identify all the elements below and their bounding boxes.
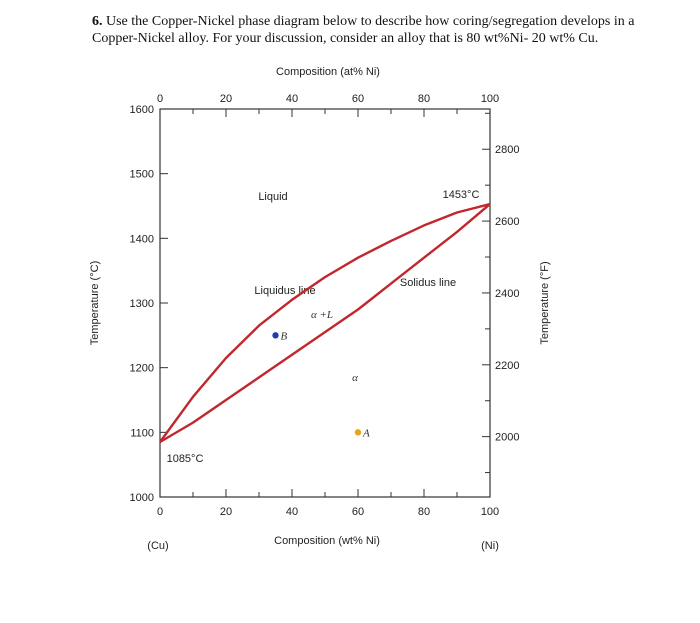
question-number: 6. [92, 14, 103, 29]
alpha-region-label: α [352, 372, 358, 384]
y2-axis-label: Temperature (°F) [539, 261, 551, 345]
x-top-tick-label: 40 [285, 93, 299, 105]
y-tick-label: 1200 [129, 362, 154, 375]
y2-tick-label: 2600 [495, 216, 520, 229]
y-tick-label: 1100 [130, 427, 154, 440]
liquidus-line-label: Liquidus line [254, 285, 316, 297]
point-a-label: A [363, 427, 370, 440]
two-phase-region-label: α +L [310, 309, 334, 321]
y-tick-label: 1600 [129, 104, 154, 116]
y-tick-label: 1000 [129, 492, 154, 504]
y2-tick-label: 2000 [495, 431, 520, 444]
solidus-line-label: Solidus line [399, 277, 457, 289]
x-top-tick-label: 20 [219, 93, 233, 105]
solidus-line [160, 204, 490, 442]
y2-tick-label: 2200 [495, 359, 520, 372]
y-tick-label: 1500 [129, 168, 154, 181]
ni-end-label: (Ni) [481, 540, 499, 552]
x-tick-label: 100 [480, 506, 500, 518]
cu-melting-label: 1085°C [166, 453, 204, 465]
point-b-label: B [280, 330, 288, 343]
x-tick-label: 40 [285, 506, 299, 518]
cu-end-label: (Cu) [147, 540, 169, 552]
point-b-marker [272, 332, 278, 338]
y-axis-label: Temperature (°C) [89, 260, 101, 346]
x-axis-label: Composition (wt% Ni) [274, 535, 380, 547]
y2-tick-label: 2400 [495, 287, 520, 300]
x-tick-label: 0 [156, 506, 164, 518]
x-top-tick-label: 60 [351, 93, 365, 105]
x-top-tick-label: 100 [480, 93, 500, 105]
x-tick-label: 60 [351, 506, 365, 518]
liquid-region-label: Liquid [258, 191, 288, 203]
y2-tick-label: 2800 [495, 144, 520, 157]
x-top-tick-label: 0 [156, 93, 164, 105]
liquidus-line [160, 204, 490, 442]
x-top-tick-label: 80 [417, 93, 431, 105]
point-a-marker [355, 429, 361, 435]
y-tick-label: 1300 [129, 298, 154, 310]
ni-melting-label: 1453°C [442, 189, 480, 201]
x-tick-label: 20 [219, 506, 233, 518]
question-body: Use the Copper-Nickel phase diagram below to describe how coring/segregation develops in a Copper-Nickel alloy. For your discussion, consider an alloy that is 80 wt%Ni- 20 wt% Cu. [92, 14, 635, 46]
y-tick-label: 1400 [129, 233, 154, 246]
plot-frame [160, 109, 490, 497]
chart-title: Composition (at% Ni) [276, 66, 380, 78]
x-tick-label: 80 [417, 506, 431, 518]
